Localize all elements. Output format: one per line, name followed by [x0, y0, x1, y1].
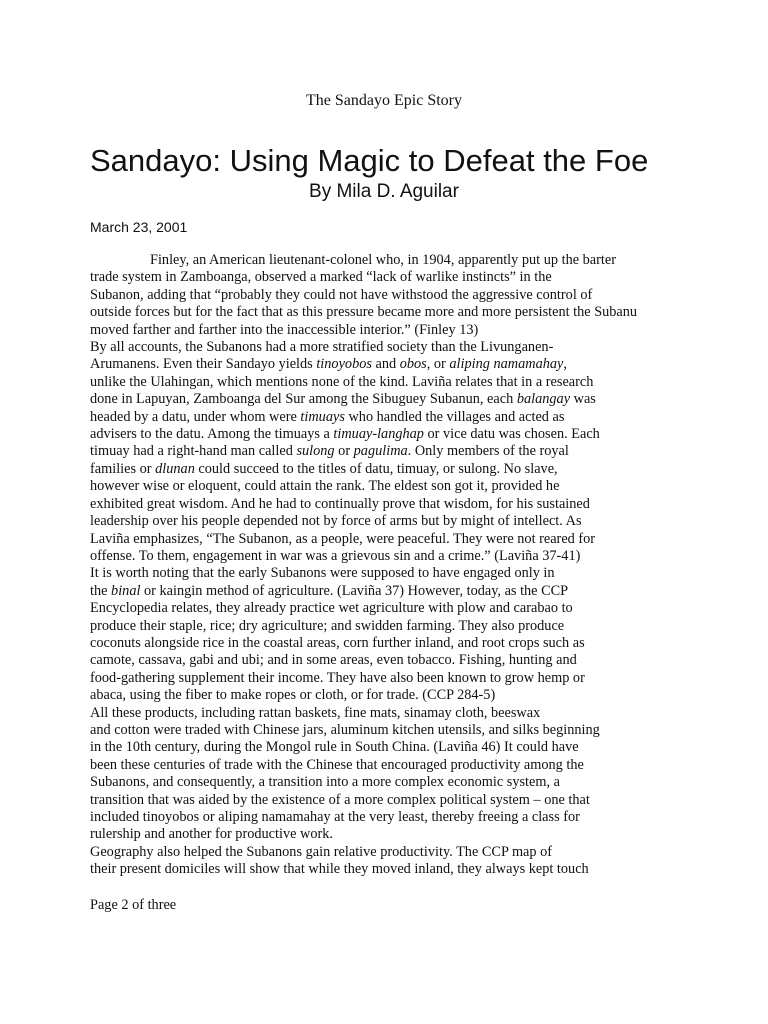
body-text-line — [90, 287, 730, 304]
body-text-line — [90, 792, 730, 809]
body-text-line — [90, 443, 730, 460]
body-text-line — [90, 565, 730, 582]
italic-term: dlunan — [155, 460, 195, 477]
text-run: Encyclopedia relates, they already practice wet agriculture with plow and carabao to — [90, 600, 573, 617]
italic-term: balangay — [516, 391, 571, 408]
text-run: outside forces but for the fact that as this pressure became more and more persistent the Subanu — [90, 304, 638, 321]
text-run: Finley, an American lieutenant-colonel who, in 1904, apparently put up the barter — [150, 252, 616, 268]
body-text-line — [90, 496, 730, 513]
text-run: who handled the villages and acted as — [344, 408, 565, 425]
body-text-line — [90, 583, 730, 600]
document-body — [90, 252, 730, 879]
body-text-line — [90, 844, 730, 861]
text-run: produce their staple, rice; dry agriculture; and swidden farming. They also produce — [90, 617, 565, 634]
body-text-line — [90, 531, 730, 548]
italic-term: tinoyobos — [316, 356, 372, 373]
text-run: exhibited great wisdom. And he had to continually prove that wisdom, for his sustained — [90, 495, 590, 512]
text-run: offense. To them, engagement in war was a grievous sin and a crime.” (Laviña 37-41) — [90, 547, 581, 564]
body-text-line — [90, 478, 730, 495]
text-run: unlike the Ulahingan, which mentions none of the kind. Laviña relates that in a research — [90, 373, 594, 390]
italic-term: pagulima — [353, 443, 408, 460]
page-number-footer: Page 2 of three — [90, 897, 177, 913]
text-run: and — [371, 356, 400, 373]
body-text-line — [90, 826, 730, 843]
body-text-line — [90, 548, 730, 565]
body-text-line — [90, 252, 730, 269]
body-text-line — [90, 391, 730, 408]
body-text-line — [90, 600, 730, 617]
text-run: , or — [426, 356, 450, 373]
text-run: All these products, including rattan baskets, fine mats, sinamay cloth, beeswax — [90, 704, 541, 721]
italic-term: timuay-langhap — [333, 426, 424, 443]
text-run: transition that was aided by the existence of a more complex political system – one that — [90, 791, 590, 808]
text-run: in the 10th century, during the Mongol rule in South China. (Laviña 46) It could have — [90, 739, 579, 756]
body-text-line — [90, 374, 730, 391]
italic-term: aliping namamahay — [449, 356, 564, 373]
text-run: Geography also helped the Subanons gain relative productivity. The CCP map of — [90, 843, 553, 860]
text-run: could succeed to the titles of datu, timuay, or sulong. No slave, — [194, 460, 558, 477]
body-text-line — [90, 304, 730, 321]
text-run: Subanons, and consequently, a transition into a more complex economic system, a — [90, 774, 560, 791]
body-text-line — [90, 861, 730, 878]
body-text-line — [90, 269, 730, 286]
text-run: coconuts alongside rice in the coastal areas, corn further inland, and root crops such as — [90, 634, 585, 651]
document-date: March 23, 2001 — [90, 219, 188, 235]
italic-term: obos — [399, 356, 427, 373]
body-text-line — [90, 426, 730, 443]
italic-term: binal — [111, 582, 141, 599]
text-run: , — [563, 356, 567, 373]
body-text-line — [90, 757, 730, 774]
body-text-line — [90, 409, 730, 426]
body-text-line — [90, 461, 730, 478]
body-text-line — [90, 635, 730, 652]
text-run: advisers to the datu. Among the timuays a — [90, 426, 334, 443]
text-run: rulership and another for productive work. — [90, 826, 333, 843]
document-title: Sandayo: Using Magic to Defeat the Foe — [90, 143, 649, 178]
text-run: or — [334, 443, 354, 460]
text-run: leadership over his people depended not by force of arms but by might of intellect. As — [90, 513, 582, 530]
body-text-line — [90, 322, 730, 339]
body-text-line — [90, 722, 730, 739]
text-run: included tinoyobos or aliping namamahay at the very least, thereby freeing a class for — [90, 809, 580, 825]
body-text-line — [90, 774, 730, 791]
text-run: Subanon, adding that “probably they could not have withstood the aggressive control of — [90, 286, 593, 303]
text-run: It is worth noting that the early Subanons were supposed to have engaged only in — [90, 565, 555, 582]
body-text-line — [90, 739, 730, 756]
body-text-line — [90, 618, 730, 635]
body-text-line — [90, 705, 730, 722]
body-text-line — [90, 809, 730, 826]
text-run: was — [570, 391, 596, 408]
text-run: families or — [90, 460, 156, 477]
italic-term: sulong — [296, 443, 335, 460]
body-text-line — [90, 339, 730, 356]
text-run: the — [90, 582, 112, 599]
text-run: timuay had a right-hand man called — [90, 443, 297, 460]
text-run: been these centuries of trade with the Chinese that encouraged productivity among the — [90, 756, 584, 773]
italic-term: timuays — [300, 408, 345, 425]
text-run: done in Lapuyan, Zamboanga del Sur among the Sibuguey Subanun, each — [90, 391, 517, 408]
running-header: The Sandayo Epic Story — [306, 92, 462, 109]
text-run: their present domiciles will show that while they moved inland, they always kept touch — [90, 861, 589, 878]
text-run: Laviña emphasizes, “The Subanon, as a people, were peaceful. They were not reared for — [90, 530, 596, 547]
text-run: or kaingin method of agriculture. (Laviña 37) However, today, as the CCP — [140, 582, 569, 599]
text-run: abaca, using the fiber to make ropes or cloth, or for trade. (CCP 284-5) — [90, 687, 496, 704]
author-byline: By Mila D. Aguilar — [309, 181, 459, 202]
text-run: and cotton were traded with Chinese jars, aluminum kitchen utensils, and silks beginning — [90, 721, 600, 738]
text-run: food-gathering supplement their income. They have also been known to grow hemp or — [90, 669, 585, 686]
text-run: headed by a datu, under whom were — [90, 408, 301, 425]
body-text-line — [90, 670, 730, 687]
body-text-line — [90, 513, 730, 530]
text-run: Arumanens. Even their Sandayo yields — [90, 356, 317, 373]
text-run: moved farther and farther into the inaccessible interior.” (Finley 13) — [90, 321, 479, 338]
text-run: By all accounts, the Subanons had a more stratified society than the Livunganen- — [90, 339, 554, 356]
body-text-line — [90, 356, 730, 373]
text-run: or vice datu was chosen. Each — [423, 426, 600, 443]
text-run: camote, cassava, gabi and ubi; and in some areas, even tobacco. Fishing, hunting and — [90, 652, 577, 669]
body-text-line — [90, 687, 730, 704]
text-run: however wise or eloquent, could attain the rank. The eldest son got it, provided he — [90, 478, 560, 495]
body-text-line — [90, 652, 730, 669]
text-run: trade system in Zamboanga, observed a marked “lack of warlike instincts” in the — [90, 269, 552, 286]
text-run: . Only members of the royal — [407, 443, 569, 460]
